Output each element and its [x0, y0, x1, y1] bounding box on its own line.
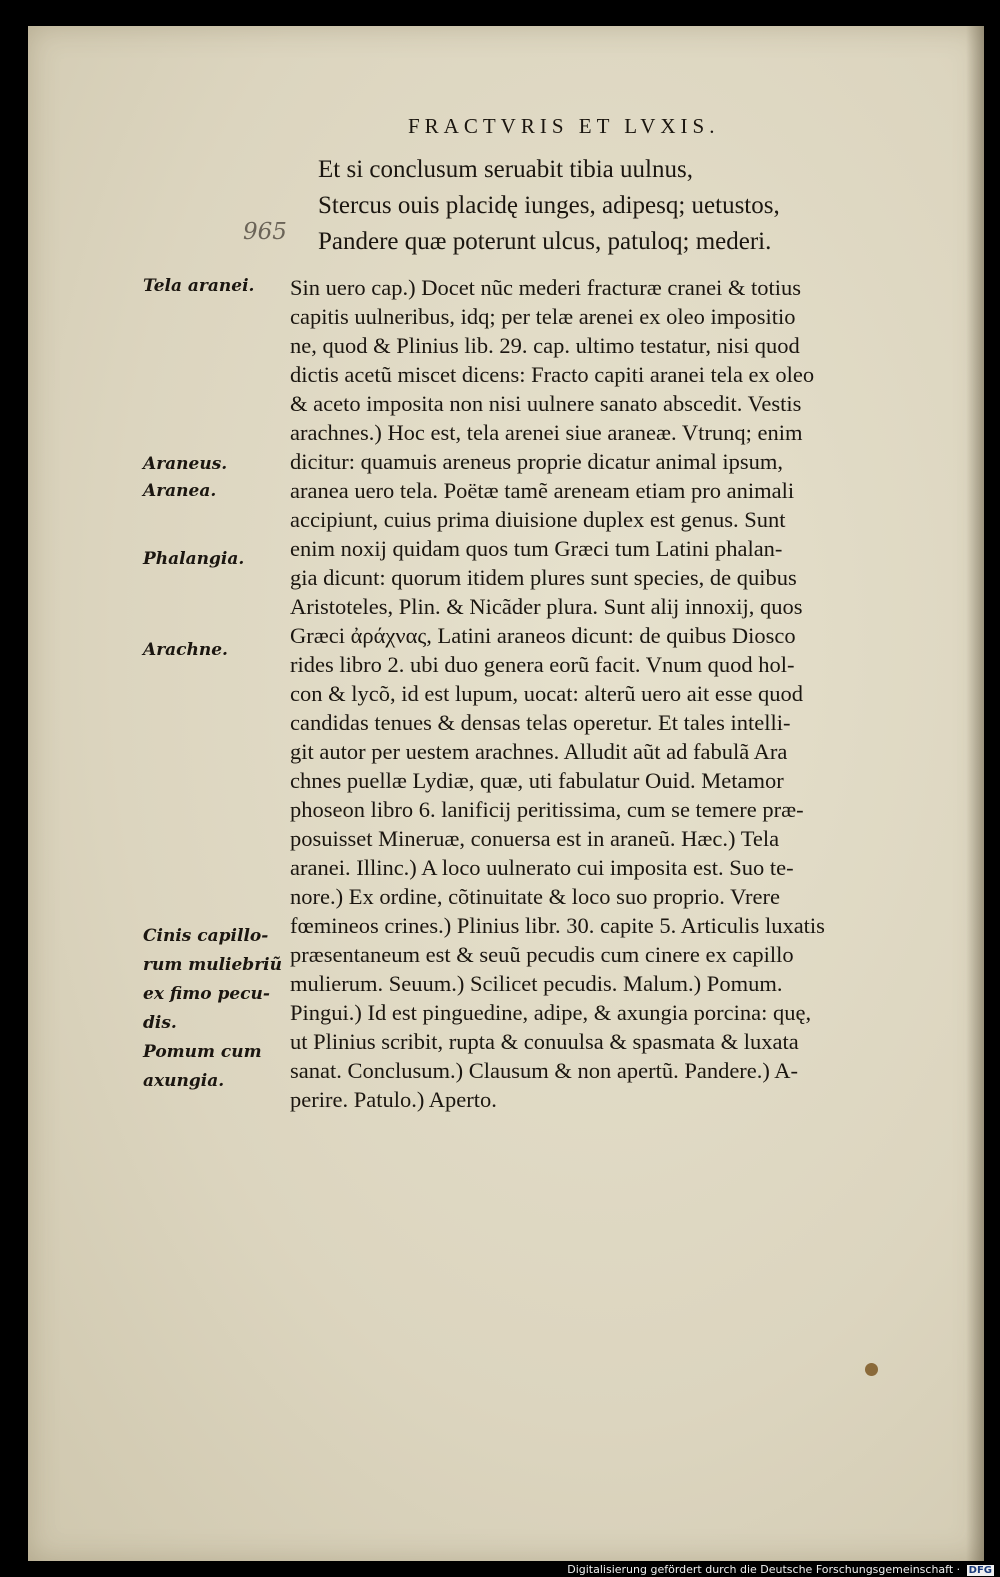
body-line: perire. Patulo.) Aperto. — [290, 1087, 497, 1112]
ink-spot — [865, 1363, 878, 1376]
body-line: capitis uulneribus, idq; per telæ arenei ex oleo impositio — [290, 304, 796, 329]
body-line: fœmineos crines.) Plinius libr. 30. capite 5. Articulis luxatis — [290, 913, 825, 938]
margin-note: Tela aranei. — [143, 276, 255, 296]
book-page — [28, 26, 984, 1561]
body-line: aranea uero tela. Poëtæ tamẽ areneam etiam pro animali — [290, 478, 795, 503]
body-line: nore.) Ex ordine, cõtinuitate & loco suo proprio. Vrere — [290, 884, 780, 909]
margin-note: axungia. — [143, 1071, 225, 1091]
body-line: chnes puellæ Lydiæ, quæ, uti fabulatur Ouid. Metamor — [290, 768, 784, 793]
margin-note: Arachne. — [143, 640, 228, 660]
margin-note: Araneus. — [143, 454, 228, 474]
body-line: dicitur: quamuis areneus proprie dicatur animal ipsum, — [290, 449, 783, 474]
body-line: ne, quod & Plinius lib. 29. cap. ultimo testatur, nisi quod — [290, 333, 800, 358]
page-edge-shadow — [966, 26, 984, 1561]
body-line: mulierum. Seuum.) Scilicet pecudis. Malum.) Pomum. — [290, 971, 783, 996]
margin-note: Aranea. — [143, 481, 217, 501]
body-line: gia dicunt: quorum itidem plures sunt species, de quibus — [290, 565, 797, 590]
folio-number: 965 — [243, 219, 287, 245]
body-line: candidas tenues & densas telas operetur. Et tales intelli- — [290, 710, 791, 735]
body-line: Sin uero cap.) Docet nũc mederi fracturæ cranei & totius — [290, 275, 802, 300]
margin-note: rum muliebriũ — [143, 955, 282, 975]
verse-line: Stercus ouis placidę iunges, adipesq; uetustos, — [318, 192, 780, 219]
body-line: git autor per uestem arachnes. Alludit aũt ad fabulã Ara — [290, 739, 788, 764]
body-line: Aristoteles, Plin. & Nicãder plura. Sunt alij innoxij, quos — [290, 594, 803, 619]
body-line: accipiunt, cuius prima diuisione duplex est genus. Sunt — [290, 507, 786, 532]
digitization-footer — [567, 1563, 994, 1576]
body-line: phoseon libro 6. lanificij peritissima, cum se temere præ- — [290, 797, 804, 822]
verse-line: Pandere quæ poterunt ulcus, patuloq; mederi. — [318, 228, 772, 255]
margin-note: ex fimo pecu- — [143, 984, 270, 1004]
body-line: aranei. Illinc.) A loco uulnerato cui imposita est. Suo te- — [290, 855, 794, 880]
body-line: con & lycõ, id est lupum, uocat: alterũ uero ait esse quod — [290, 681, 803, 706]
verse-line: Et si conclusum seruabit tibia uulnus, — [318, 156, 693, 183]
body-line: rides libro 2. ubi duo genera eorũ facit. Vnum quod hol- — [290, 652, 795, 677]
footer-credit: Digitalisierung gefördert durch die Deutsche Forschungsgemeinschaft · — [567, 1563, 961, 1576]
body-line: enim noxij quidam quos tum Græci tum Latini phalan- — [290, 536, 783, 561]
body-line: ut Plinius scribit, rupta & conuulsa & spasmata & luxata — [290, 1029, 799, 1054]
margin-note: Phalangia. — [143, 549, 245, 569]
margin-note: Pomum cum — [143, 1042, 262, 1062]
body-line: dictis acetũ miscet dicens: Fracto capiti aranei tela ex oleo — [290, 362, 815, 387]
body-line: & aceto imposita non nisi uulnere sanato abscedit. Vestis — [290, 391, 802, 416]
body-line: sanat. Conclusum.) Clausum & non apertũ. Pandere.) A- — [290, 1058, 799, 1083]
margin-note: Cinis capillo- — [143, 926, 269, 946]
body-line: Pingui.) Id est pinguedine, adipe, & axungia porcina: quę, — [290, 1000, 812, 1025]
dfg-logo-icon: DFG — [968, 1565, 992, 1576]
running-head: FRACTVRIS ET LVXIS. — [408, 114, 720, 138]
body-line: præsentaneum est & seuũ pecudis cum cinere ex capillo — [290, 942, 794, 967]
margin-note: dis. — [143, 1013, 177, 1033]
body-line: posuisset Mineruæ, conuersa est in araneũ. Hæc.) Tela — [290, 826, 780, 851]
body-line: arachnes.) Hoc est, tela arenei siue araneæ. Vtrunq; enim — [290, 420, 803, 445]
body-line: Græci ἀράχνας, Latini araneos dicunt: de quibus Diosco — [290, 623, 796, 648]
